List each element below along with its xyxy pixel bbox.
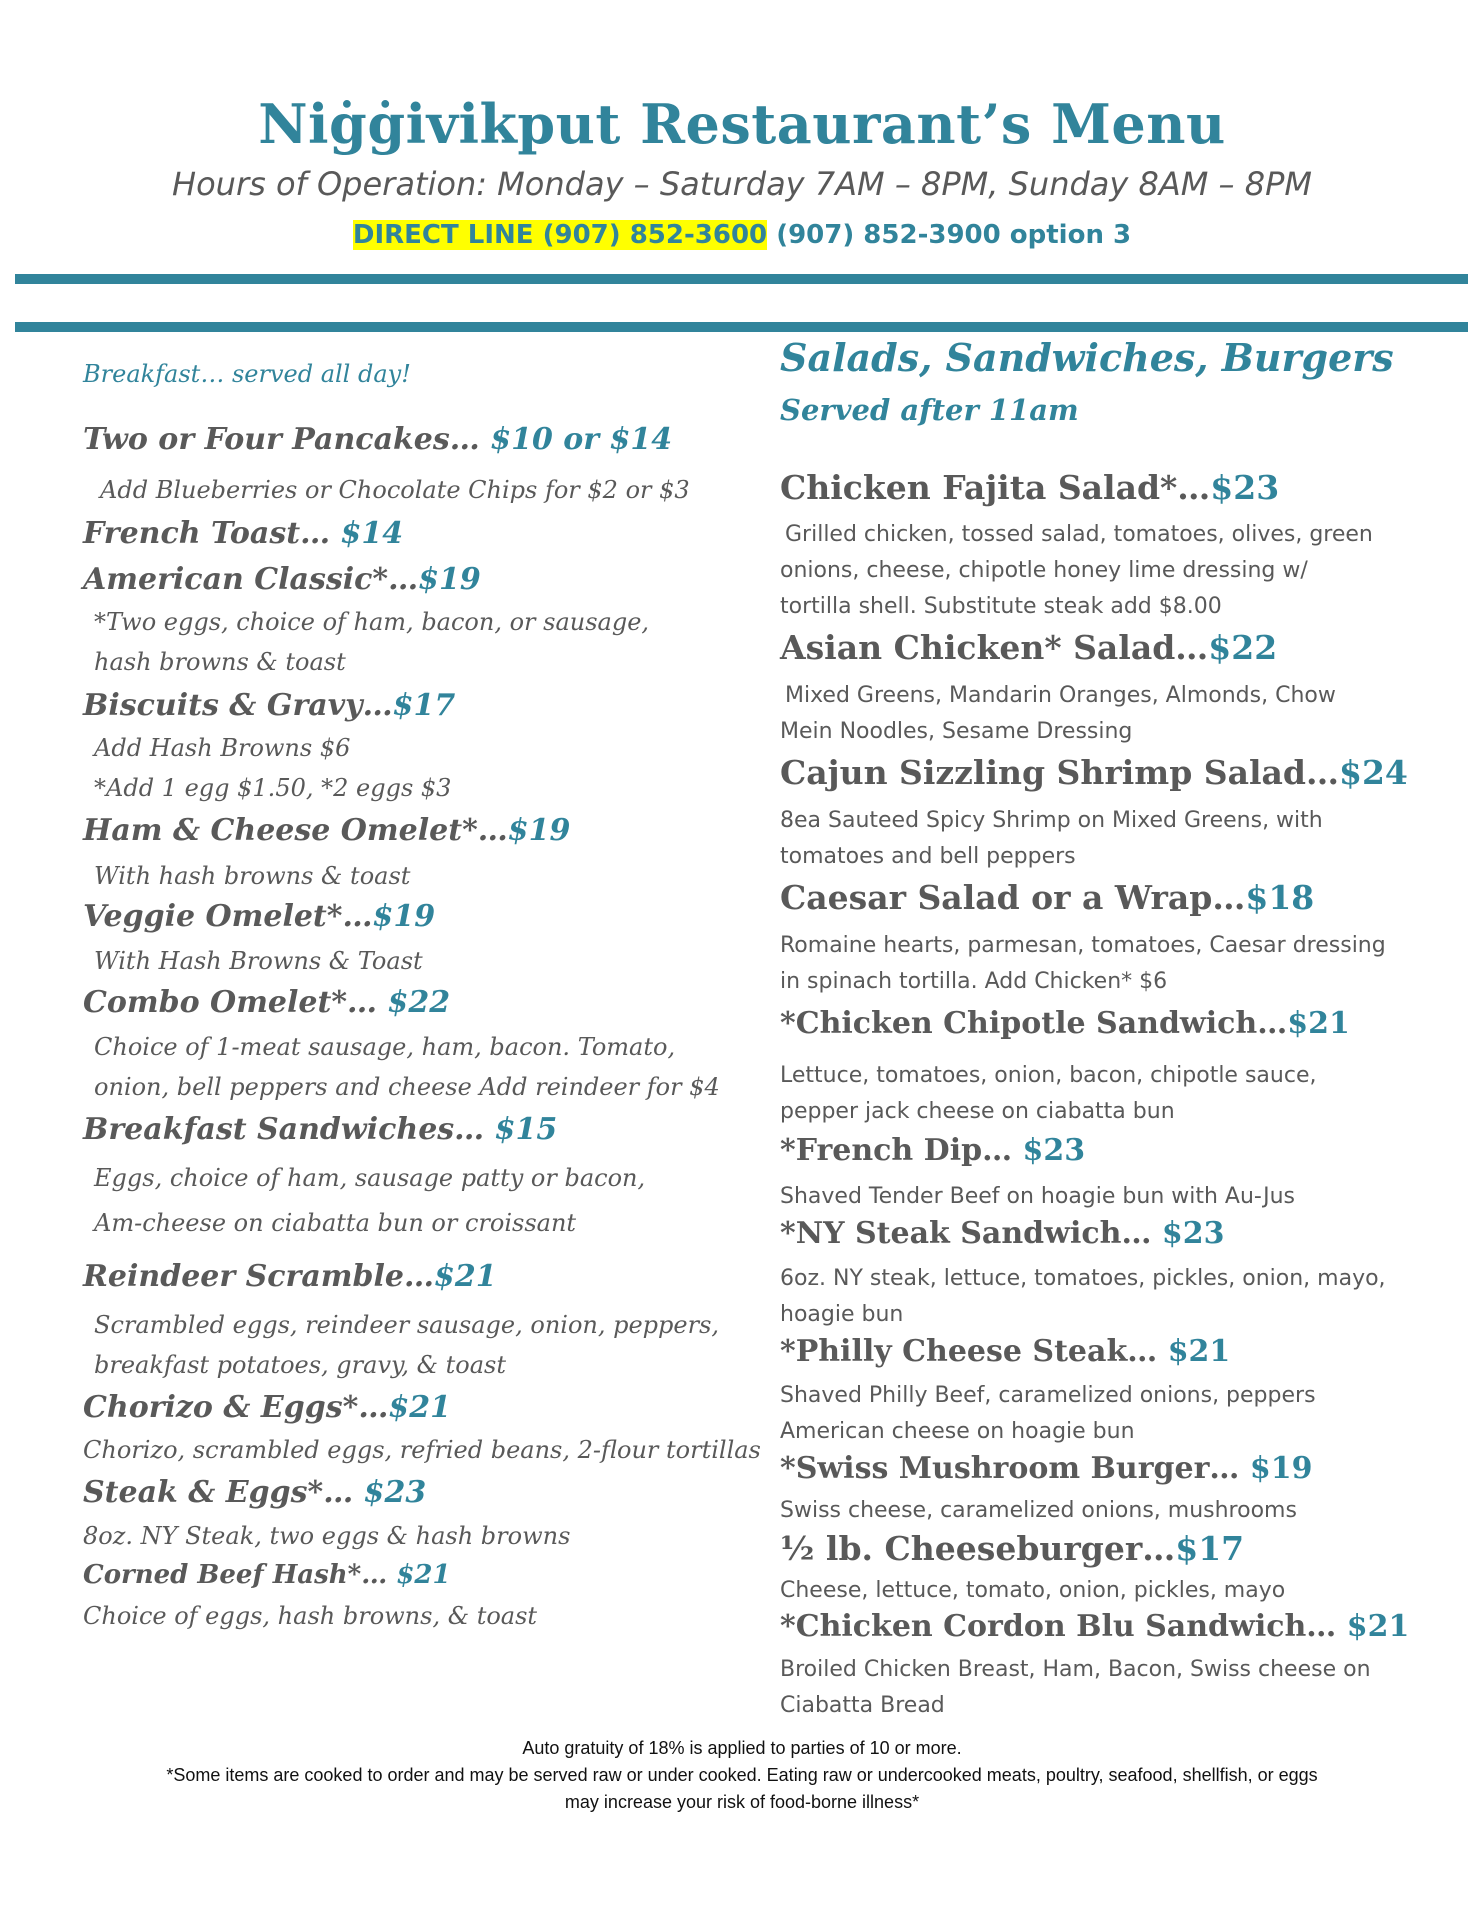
menu-item-name: Caesar Salad or a Wrap…$18 bbox=[780, 878, 1315, 917]
menu-item-name: Steak & Eggs*… $23 bbox=[83, 1475, 427, 1510]
menu-item-desc: Swiss cheese, caramelized onions, mushrooms bbox=[780, 1498, 1297, 1523]
menu-item-desc: Eggs, choice of ham, sausage patty or bacon, bbox=[94, 1164, 646, 1192]
menu-item-name: Breakfast Sandwiches… $15 bbox=[83, 1112, 558, 1147]
menu-item-desc: Choice of 1-meat sausage, ham, bacon. Tomato, bbox=[94, 1033, 676, 1061]
header-divider-bottom bbox=[15, 322, 1468, 332]
menu-item-price: $21 bbox=[1346, 1609, 1410, 1644]
menu-item-price: $22 bbox=[1208, 628, 1278, 667]
menu-item-desc: With Hash Browns & Toast bbox=[94, 947, 423, 975]
menu-item-name: Ham & Cheese Omelet*…$19 bbox=[83, 813, 571, 848]
menu-item-desc: pepper jack cheese on ciabatta bun bbox=[780, 1099, 1175, 1124]
menu-item-price: $19 bbox=[1249, 1451, 1313, 1486]
menu-item-desc: in spinach tortilla. Add Chicken* $6 bbox=[780, 969, 1168, 994]
menu-item-name: *French Dip… $23 bbox=[780, 1133, 1086, 1168]
gratuity-note: Auto gratuity of 18% is applied to parties of 10 or more. bbox=[522, 1738, 962, 1758]
menu-item-price: $19 bbox=[507, 813, 571, 848]
menu-item-name: Biscuits & Gravy…$17 bbox=[83, 688, 456, 723]
menu-item-name: Asian Chicken* Salad…$22 bbox=[780, 628, 1278, 667]
direct-line: DIRECT LINE (907) 852-3600 bbox=[352, 220, 768, 250]
menu-item-name: *Swiss Mushroom Burger… $19 bbox=[780, 1451, 1313, 1486]
menu-item-name: French Toast… $14 bbox=[83, 516, 404, 551]
menu-item-price: $17 bbox=[392, 688, 456, 723]
menu-item-desc: With hash browns & toast bbox=[94, 862, 411, 890]
menu-item-price: $18 bbox=[1245, 878, 1315, 917]
menu-item-price: $19 bbox=[372, 899, 436, 934]
menu-item-price: $23 bbox=[1161, 1216, 1225, 1251]
menu-item-desc: *Add 1 egg $1.50, *2 eggs $3 bbox=[94, 774, 452, 802]
menu-item-desc: American cheese on hoagie bun bbox=[780, 1419, 1135, 1444]
menu-item-desc: hash browns & toast bbox=[94, 648, 346, 676]
menu-item-desc: Am-cheese on ciabatta bun or croissant bbox=[94, 1209, 577, 1237]
header-divider-top bbox=[15, 274, 1468, 284]
menu-item-desc: 8ea Sauteed Spicy Shrimp on Mixed Greens, with bbox=[780, 808, 1323, 833]
menu-item-price: $22 bbox=[387, 985, 451, 1020]
menu-item-price: $14 bbox=[340, 516, 404, 551]
page-title: Niġġivikput Restaurant’s Menu bbox=[258, 92, 1226, 156]
menu-item-desc: Cheese, lettuce, tomato, onion, pickles, mayo bbox=[780, 1578, 1286, 1603]
menu-item-name: American Classic*…$19 bbox=[83, 562, 481, 597]
menu-item-name: Corned Beef Hash*… $21 bbox=[83, 1560, 451, 1590]
menu-item-name: Chicken Fajita Salad*…$23 bbox=[780, 468, 1280, 507]
menu-item-desc: tomatoes and bell peppers bbox=[780, 844, 1076, 869]
menu-item-desc: *Two eggs, choice of ham, bacon, or sausage, bbox=[94, 608, 650, 636]
breakfast-heading: Breakfast… served all day! bbox=[83, 360, 411, 388]
menu-item-name: Reindeer Scramble…$21 bbox=[83, 1259, 497, 1294]
menu-item-desc: Mixed Greens, Mandarin Oranges, Almonds, Chow bbox=[785, 683, 1336, 708]
food-warning: *Some items are cooked to order and may be served raw or under cooked. Eating raw or undercooked meats, poultry, seafood, shellfish, or eggs bbox=[166, 1765, 1318, 1785]
menu-item-desc: 8oz. NY Steak, two eggs & hash browns bbox=[83, 1522, 571, 1550]
menu-item-desc: Choice of eggs, hash browns, & toast bbox=[83, 1602, 538, 1630]
menu-item-price: $21 bbox=[396, 1560, 451, 1590]
lunch-subheading: Served after 11am bbox=[780, 393, 1079, 427]
menu-item-desc: Mein Noodles, Sesame Dressing bbox=[780, 719, 1133, 744]
menu-item-desc: Broiled Chicken Breast, Ham, Bacon, Swiss cheese on bbox=[780, 1657, 1371, 1682]
menu-item-price: $10 or $14 bbox=[490, 422, 673, 457]
menu-item-desc: breakfast potatoes, gravy, & toast bbox=[94, 1351, 506, 1379]
menu-item-name: ½ lb. Cheeseburger…$17 bbox=[780, 1529, 1245, 1568]
menu-item-name: Veggie Omelet*…$19 bbox=[83, 899, 436, 934]
food-warning-cont: may increase your risk of food-borne illness* bbox=[564, 1792, 920, 1812]
menu-item-price: $24 bbox=[1338, 753, 1408, 792]
menu-item-price: $21 bbox=[388, 1390, 451, 1425]
menu-item-price: $23 bbox=[1210, 468, 1280, 507]
menu-item-desc: Shaved Philly Beef, caramelized onions, peppers bbox=[780, 1383, 1316, 1408]
phone-lines bbox=[0, 220, 1484, 250]
menu-item-desc: Romaine hearts, parmesan, tomatoes, Caesar dressing bbox=[780, 933, 1386, 958]
menu-item-desc: Scrambled eggs, reindeer sausage, onion, peppers, bbox=[94, 1311, 720, 1339]
hours-of-operation: Hours of Operation: Monday – Saturday 7AM – 8PM, Sunday 8AM – 8PM bbox=[172, 165, 1312, 203]
menu-item-desc: Add Hash Browns $6 bbox=[94, 734, 351, 762]
footer-notes bbox=[0, 1735, 1484, 1816]
menu-item-price: $23 bbox=[1022, 1133, 1086, 1168]
menu-item-desc: hoagie bun bbox=[780, 1302, 904, 1327]
menu-item-name: Chorizo & Eggs*…$21 bbox=[83, 1390, 451, 1425]
menu-item-desc: 6oz. NY steak, lettuce, tomatoes, pickles, onion, mayo, bbox=[780, 1266, 1386, 1291]
menu-item-desc: Lettuce, tomatoes, onion, bacon, chipotle sauce, bbox=[780, 1063, 1317, 1088]
menu-item-desc: Shaved Tender Beef on hoagie bun with Au-Jus bbox=[780, 1184, 1295, 1209]
menu-item-desc: onions, cheese, chipotle honey lime dressing w/ bbox=[780, 558, 1308, 583]
menu-item-name: *Philly Cheese Steak… $21 bbox=[780, 1334, 1231, 1369]
menu-item-price: $21 bbox=[1287, 1006, 1350, 1041]
menu-item-price: $15 bbox=[494, 1112, 558, 1147]
menu-item-name: Combo Omelet*… $22 bbox=[83, 985, 451, 1020]
alt-line: (907) 852-3900 option 3 bbox=[776, 220, 1132, 250]
menu-item-desc: Grilled chicken, tossed salad, tomatoes, olives, green bbox=[785, 522, 1373, 547]
menu-item-desc: Add Blueberries or Chocolate Chips for $2 or $3 bbox=[100, 476, 690, 504]
menu-item-desc: Chorizo, scrambled eggs, refried beans, 2-flour tortillas bbox=[83, 1436, 761, 1464]
menu-item-price: $17 bbox=[1175, 1529, 1245, 1568]
menu-item-price: $19 bbox=[418, 562, 481, 597]
lunch-heading: Salads, Sandwiches, Burgers bbox=[780, 335, 1394, 380]
menu-item-desc: onion, bell peppers and cheese Add reindeer for $4 bbox=[94, 1073, 720, 1101]
menu-item-price: $21 bbox=[1167, 1334, 1231, 1369]
menu-item-name: Two or Four Pancakes… $10 or $14 bbox=[83, 422, 673, 457]
menu-item-price: $21 bbox=[434, 1259, 497, 1294]
menu-item-name: *Chicken Cordon Blu Sandwich… $21 bbox=[780, 1609, 1410, 1644]
menu-item-name: *NY Steak Sandwich… $23 bbox=[780, 1216, 1225, 1251]
menu-item-price: $23 bbox=[363, 1475, 427, 1510]
menu-item-desc: Ciabatta Bread bbox=[780, 1693, 945, 1718]
menu-item-desc: tortilla shell. Substitute steak add $8.00 bbox=[780, 594, 1222, 619]
menu-item-name: *Chicken Chipotle Sandwich…$21 bbox=[780, 1006, 1350, 1041]
menu-item-name: Cajun Sizzling Shrimp Salad…$24 bbox=[780, 753, 1408, 792]
